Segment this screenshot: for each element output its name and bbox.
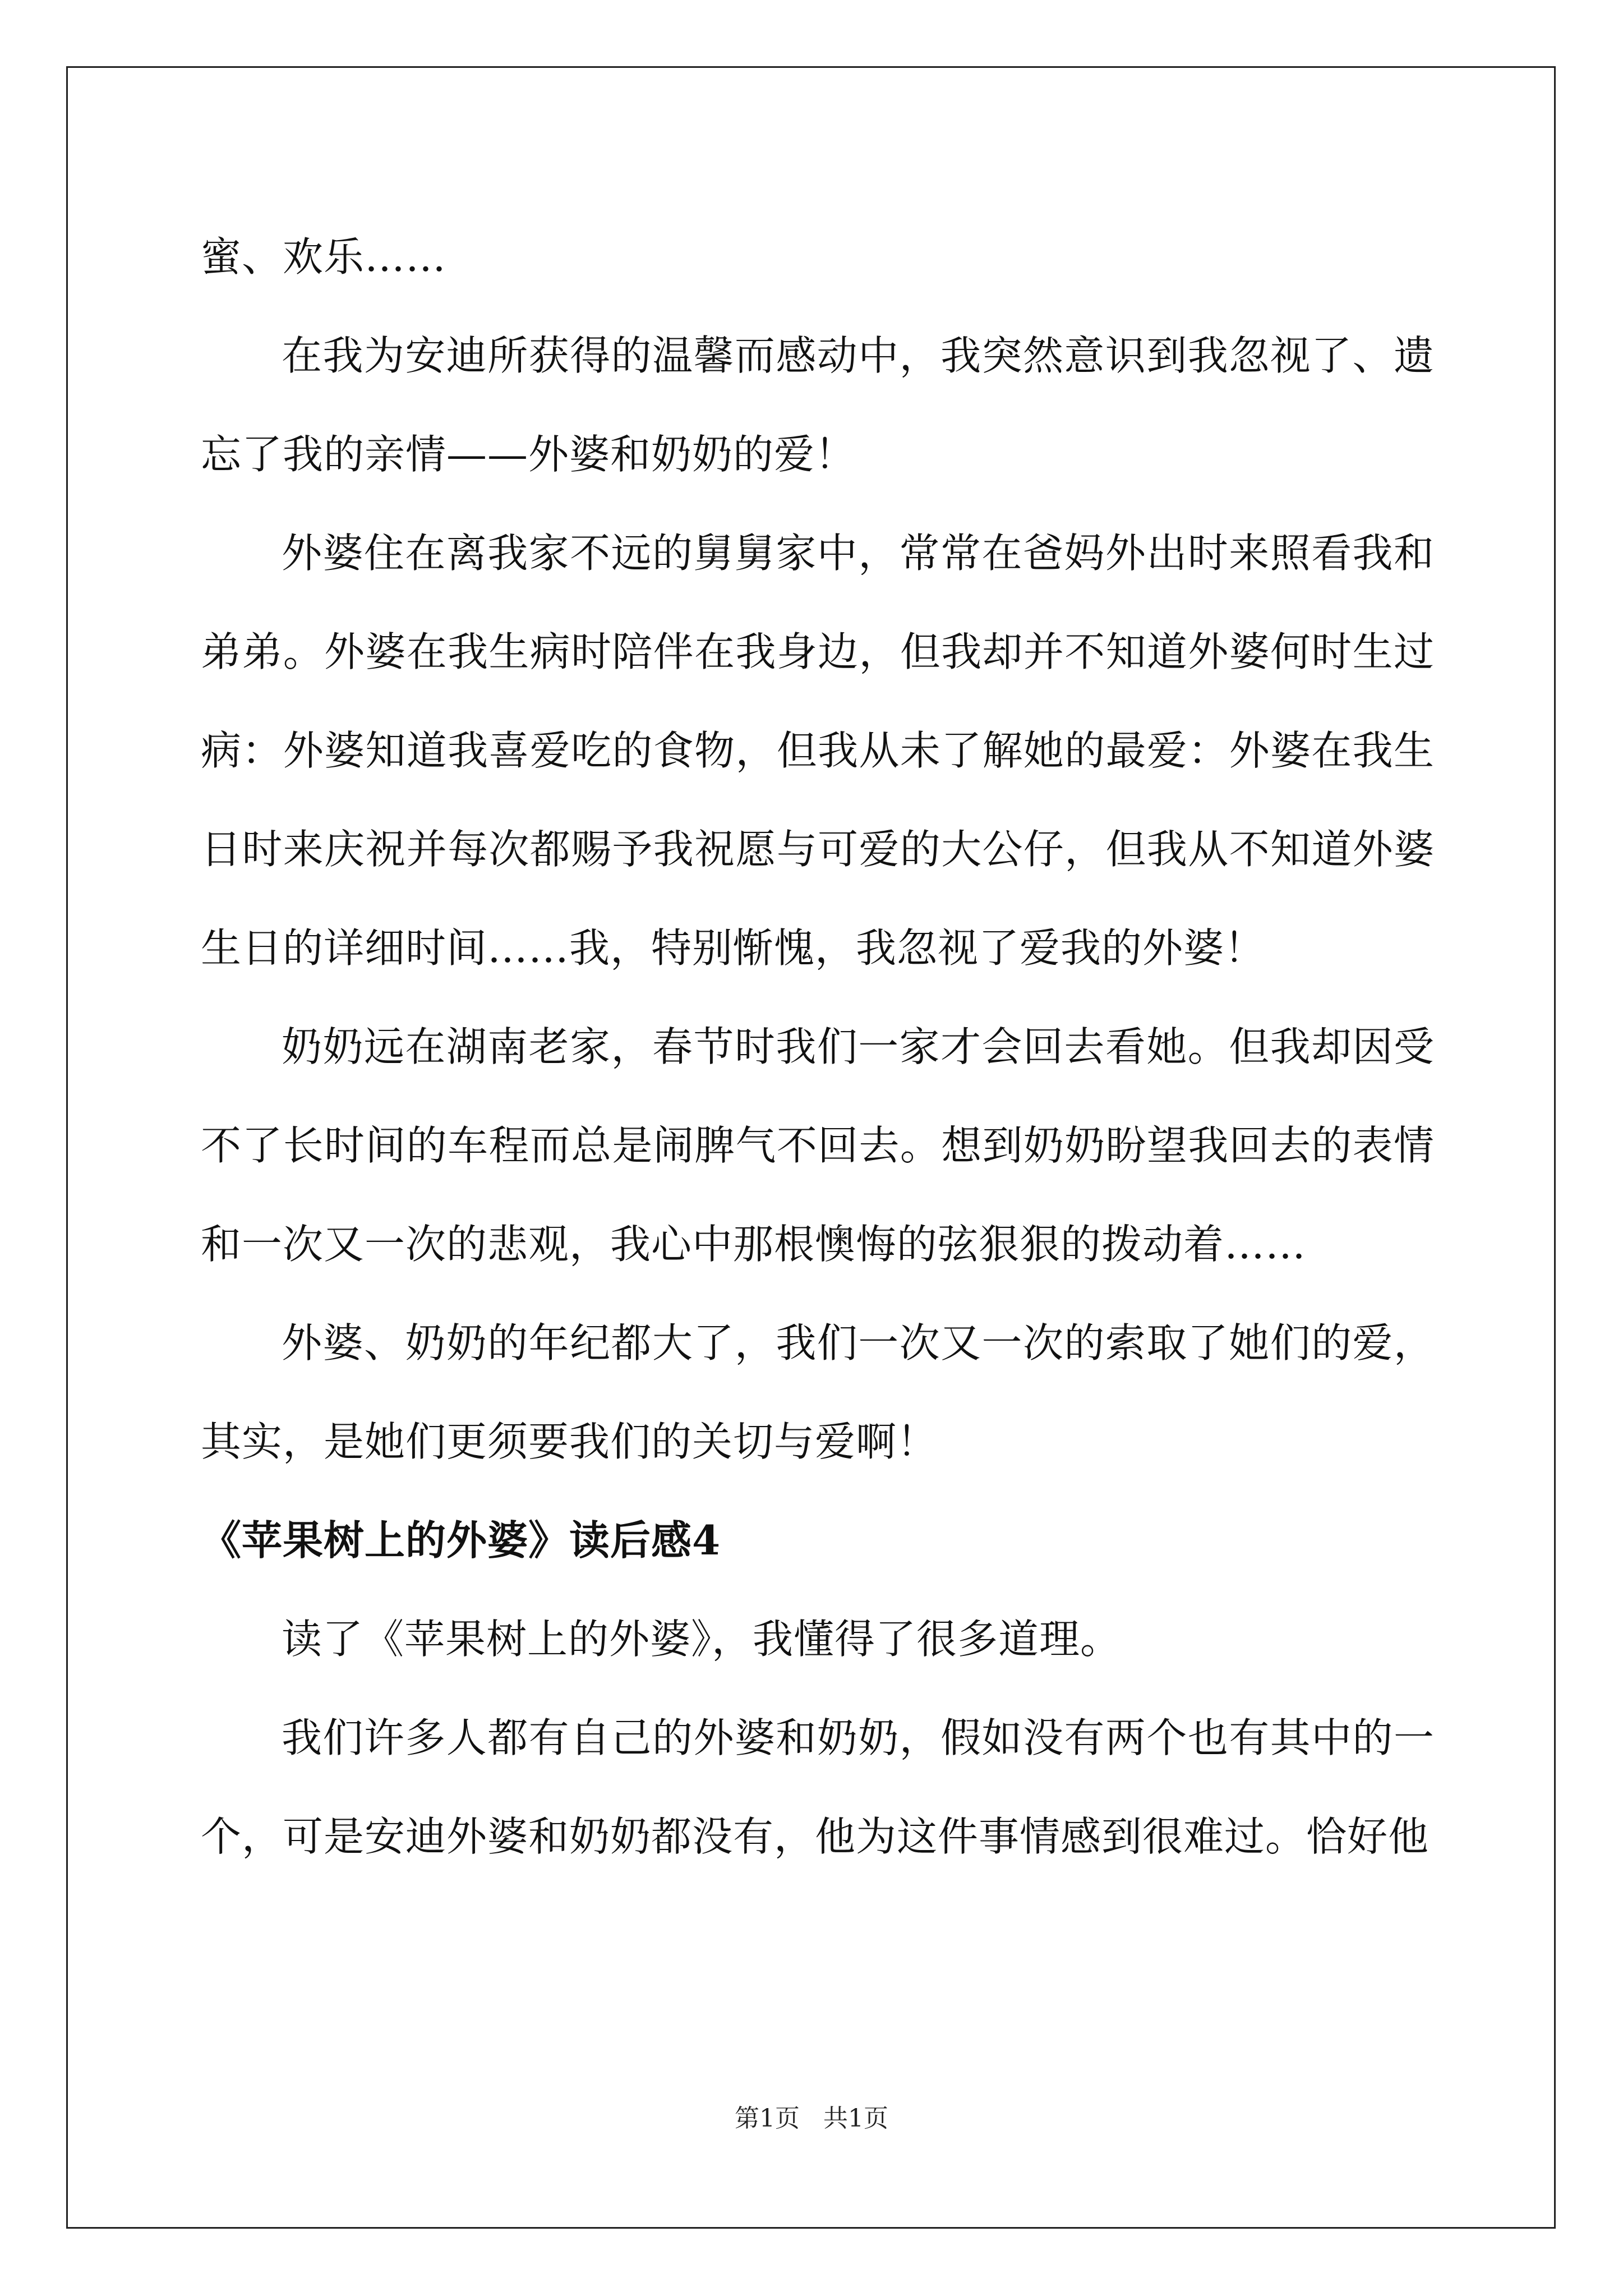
paragraph-3: 外婆住在离我家不远的舅舅家中，常常在爸妈外出时来照看我和弟弟。外婆在我生病时陪伴在我身边，但我却并不知道外婆何时生过病：外婆知道我喜爱吃的食物，但我从未了解她的最爱：外婆在我生日时来庆祝并每次都赐予我祝愿与可爱的大公仔，但我从不知道外婆生日的详细时间……我，特别惭愧，我忽视了爱我的外婆！ — [201, 530, 1435, 972]
paragraph-5: 外婆、奶奶的年纪都大了，我们一次又一次的索取了她们的爱，其实，是她们更须要我们的关切与爱啊！ — [201, 1319, 1435, 1465]
document-body — [201, 208, 1435, 1886]
paragraph-1: 蜜、欢乐…… — [201, 233, 447, 280]
section-heading: 《苹果树上的外婆》读后感4 — [201, 1516, 721, 1564]
paragraph-4: 奶奶远在湖南老家，春节时我们一家才会回去看她。但我却因受不了长时间的车程而总是闹脾气不回去。想到奶奶盼望我回去的表情和一次又一次的悲观，我心中那根懊悔的弦狠狠的拨动着…… — [201, 1023, 1435, 1268]
paragraph-7: 我们许多人都有自己的外婆和奶奶，假如没有两个也有其中的一个，可是安迪外婆和奶奶都没有，他为这件事情感到很难过。恰好他 — [201, 1714, 1435, 1860]
paragraph-6: 读了《苹果树上的外婆》，我懂得了很多道理。 — [282, 1616, 1122, 1663]
paragraph-2: 在我为安迪所获得的温馨而感动中，我突然意识到我忽视了、遗忘了我的亲情——外婆和奶奶的爱！ — [201, 332, 1435, 478]
page-footer: 第1页 共1页 — [735, 2104, 888, 2133]
